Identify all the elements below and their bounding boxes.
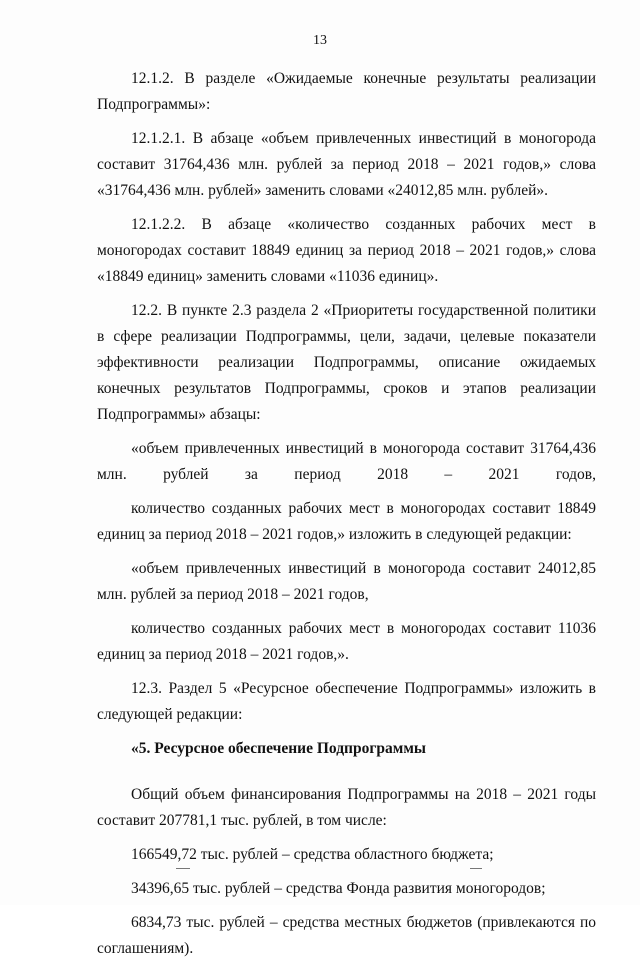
page-number: 13 (313, 33, 327, 48)
funding-mono-fund: 34396,65 тыс. рублей – средства Фонда развития моногородов; (131, 880, 546, 897)
paragraph-12-1-2-1: 12.1.2.1. В абзаце «объем привлеченных инвестиций в моногорода составит 31764,436 млн. рублей за период 2018 – 2021 годов,» слова «31764,436 млн. рублей» заменить словами «24012,85 млн. рублей». (97, 130, 596, 199)
quoted-jobs-old: количество созданных рабочих мест в моногородах составит 18849 единиц за период 2018 – 2021 годов,» изложить в следующей редакции: (97, 500, 596, 543)
funding-regional: 166549,72 тыс. рублей – средства областного бюджета; (131, 846, 494, 863)
quoted-investment-old: «объем привлеченных инвестиций в моногорода составит 31764,436 млн. рублей за период 2018 – 2021 годов, (97, 440, 596, 483)
funding-local: 6834,73 тыс. рублей – средства местных бюджетов (привлекаются по соглашениям). (97, 914, 596, 957)
quoted-jobs-new: количество созданных рабочих мест в моногородах составит 11036 единиц за период 2018 – 2021 годов,». (97, 620, 596, 663)
paragraph-12-1-2-2: 12.1.2.2. В абзаце «количество созданных рабочих мест в моногородах составит 18849 единиц за период 2018 – 2021 годов,» слова «18849 единиц» заменить словами «11036 единиц». (97, 216, 596, 285)
scan-mark-right (470, 868, 482, 869)
paragraph-12-1-2: 12.1.2. В разделе «Ожидаемые конечные результаты реализации Подпрограммы»: (97, 70, 596, 113)
funding-total: Общий объем финансирования Подпрограммы на 2018 – 2021 годы составит 207781,1 тыс. рублей, в том числе: (97, 786, 596, 829)
paragraph-12-3: 12.3. Раздел 5 «Ресурсное обеспечение Подпрограммы» изложить в следующей редакции: (97, 680, 596, 723)
paragraph-12-2: 12.2. В пункте 2.3 раздела 2 «Приоритеты государственной политики в сфере реализации Подпрограммы, цели, задачи, целевые показатели эффективности реализации Подпрограммы, описание ожидаемых конечных результатов Подпрограммы, сроков и этапов реализации Подпрограммы» абзацы: (97, 302, 596, 423)
scan-mark-left (176, 868, 190, 869)
quoted-investment-new: «объем привлеченных инвестиций в моногорода составит 24012,85 млн. рублей за период 2018 – 2021 годов, (97, 560, 596, 603)
document-body (97, 66, 596, 970)
section-heading: «5. Ресурсное обеспечение Подпрограммы (131, 740, 426, 757)
